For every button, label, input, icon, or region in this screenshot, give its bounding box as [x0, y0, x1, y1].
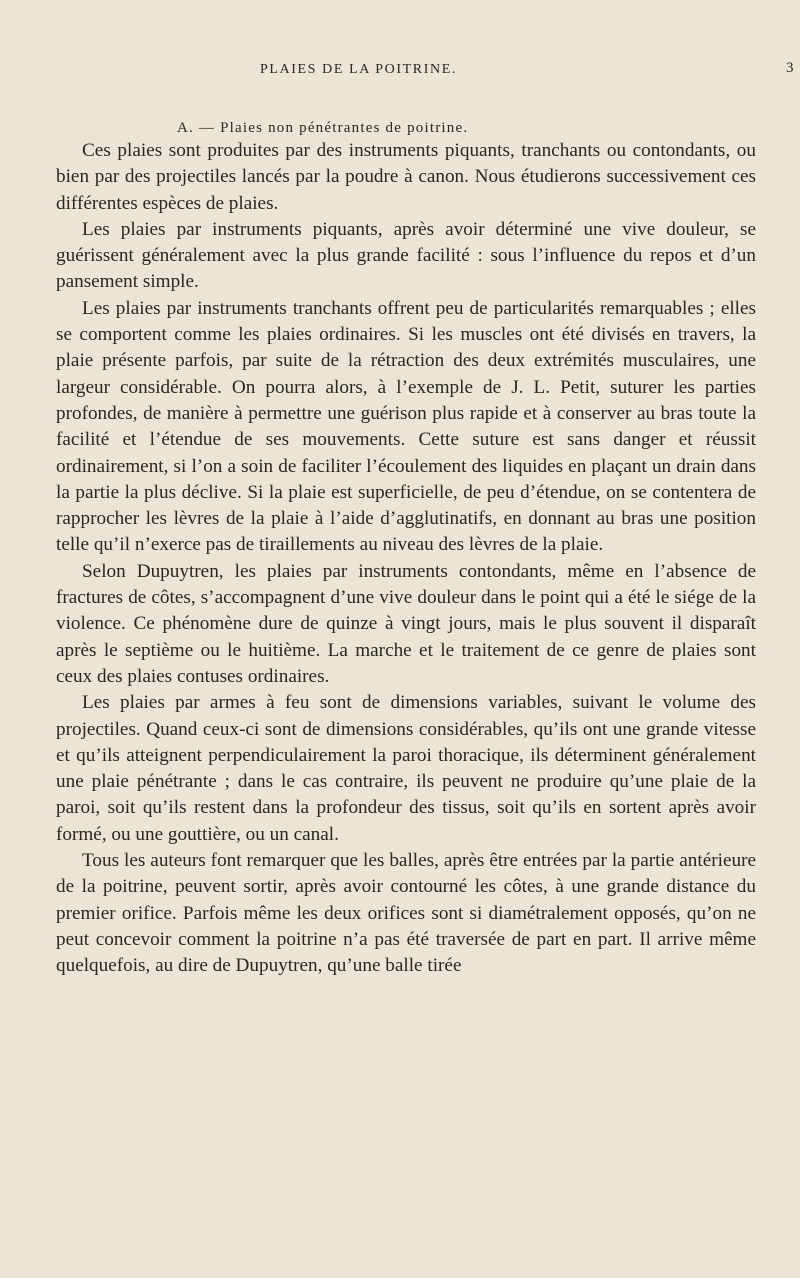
page-number: 3: [786, 60, 794, 76]
paragraph: Les plaies par instruments tranchants offrent peu de particularités remarquables ; elles se comportent comme les plaies ordinaires. Si les muscles ont été divisés en travers, la plaie présente parfois, par suite de la rétraction des deux extrémités musculaires, une largeur considérable. On pourra alors, à l’exemple de J. L. Petit, suturer les parties profondes, de manière à permettre une guérison plus rapide et à conserver au bras toute la facilité et l’étendue de ses mouvements. Cette suture est sans danger et réussit ordinairement, si l’on a soin de faciliter l’écoulement des liquides en plaçant un drain dans la partie la plus déclive. Si la plaie est superficielle, de peu d’étendue, on se contentera de rapprocher les lèvres de la plaie à l’aide d’agglutinatifs, en donnant au bras une position telle qu’il n’exerce pas de tiraillements au niveau des lèvres de la plaie.: [56, 297, 756, 556]
paragraph: Ces plaies sont produites par des instruments piquants, tranchants ou contondants, ou bien par des projectiles lancés par la poudre à canon. Nous étudierons successivement ces différentes espèces de plaies.: [56, 140, 756, 214]
paragraph: Tous les auteurs font remarquer que les balles, après être entrées par la partie antérieure de la poitrine, peuvent sortir, après avoir contourné les côtes, à une grande distance du premier orifice. Parfois même les deux orifices sont si diamétralement opposés, qu’on ne peut concevoir comment la poitrine n’a pas été traversée de part en part. Il arrive même quelquefois, au dire de Dupuytren, qu’une balle tirée: [56, 850, 756, 977]
section-title: A. — Plaies non pénétrantes de poitrine.: [177, 120, 469, 136]
paragraph: Les plaies par instruments piquants, après avoir déterminé une vive douleur, se guérissent généralement avec la plus grande facilité : sous l’influence du repos et d’un pansement simple.: [56, 218, 756, 293]
body-text: [56, 138, 756, 980]
paragraph: Selon Dupuytren, les plaies par instruments contondants, même en l’absence de fractures de côtes, s’accompagnent d’une vive douleur dans le point qui a été le siége de la violence. Ce phénomène dure de quinze à vingt jours, mais le plus souvent il disparaît après le septième ou le huitième. La marche et le traitement de ce genre de plaies sont ceux des plaies contuses ordinaires.: [56, 560, 756, 687]
running-title: PLAIES DE LA POITRINE.: [260, 62, 457, 77]
paragraph: Les plaies par armes à feu sont de dimensions variables, suivant le volume des projectiles. Quand ceux-ci sont de dimensions considérables, qu’ils ont une grande vitesse et qu’ils atteignent perpendiculairement la paroi thoracique, ils déterminent généralement une plaie pénétrante ; dans le cas contraire, ils peuvent ne produire qu’une plaie de la paroi, soit qu’ils restent dans la profondeur des tissus, soit qu’ils en sortent après avoir formé, ou une gouttière, ou un canal.: [56, 692, 756, 845]
